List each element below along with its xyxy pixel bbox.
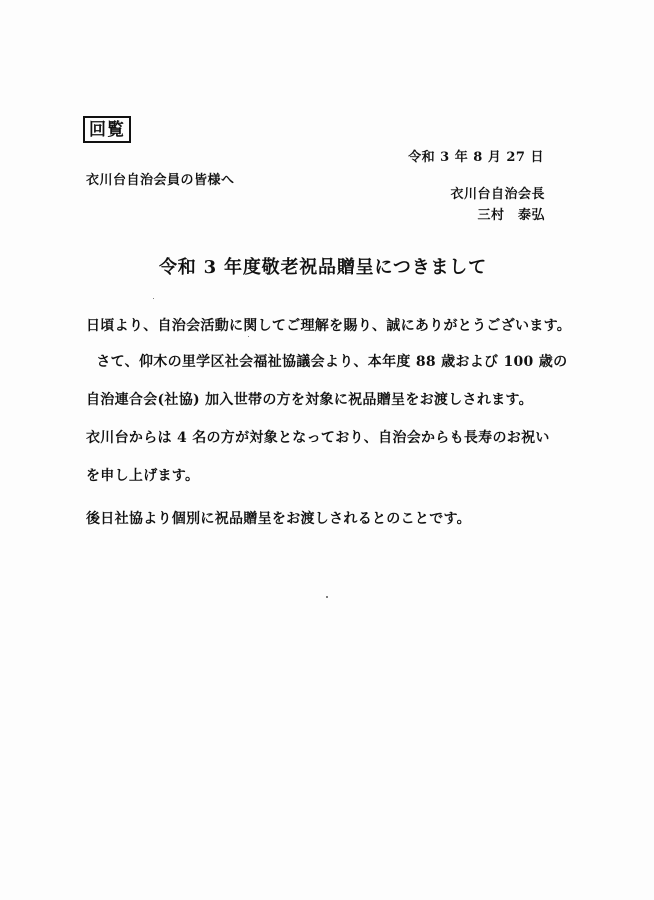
body-line-2: さて、仰木の里学区社会福祉協議会より、本年度 88 歳および 100 歳の [86, 354, 568, 370]
body-line-3: 自治連合会(社協) 加入世帯の方を対象に祝品贈呈をお渡しされます。 [86, 392, 533, 408]
addressee: 衣川台自治会員の皆様へ [86, 173, 235, 188]
sender-name: 三村 泰弘 [477, 208, 545, 223]
body-line-1: 日頃より、自治会活動に関してご理解を賜り、誠にありがとうございます。 [86, 318, 572, 334]
circulation-stamp: 回覧 [83, 116, 131, 143]
body-line-5: を申し上げます。 [86, 468, 200, 484]
body-line-4: 衣川台からは 4 名の方が対象となっており、自治会からも長寿のお祝い [86, 430, 550, 446]
scan-speck [248, 336, 249, 337]
scan-speck [326, 596, 328, 598]
document-title: 令和 3 年度敬老祝品贈呈につきまして [159, 257, 487, 278]
body-line-6: 後日社協より個別に祝品贈呈をお渡しされるとのことです。 [86, 511, 471, 527]
scan-speck [153, 298, 154, 299]
sender-organization: 衣川台自治会長 [450, 187, 545, 202]
document-date: 令和 3 年 8 月 27 日 [408, 150, 544, 165]
